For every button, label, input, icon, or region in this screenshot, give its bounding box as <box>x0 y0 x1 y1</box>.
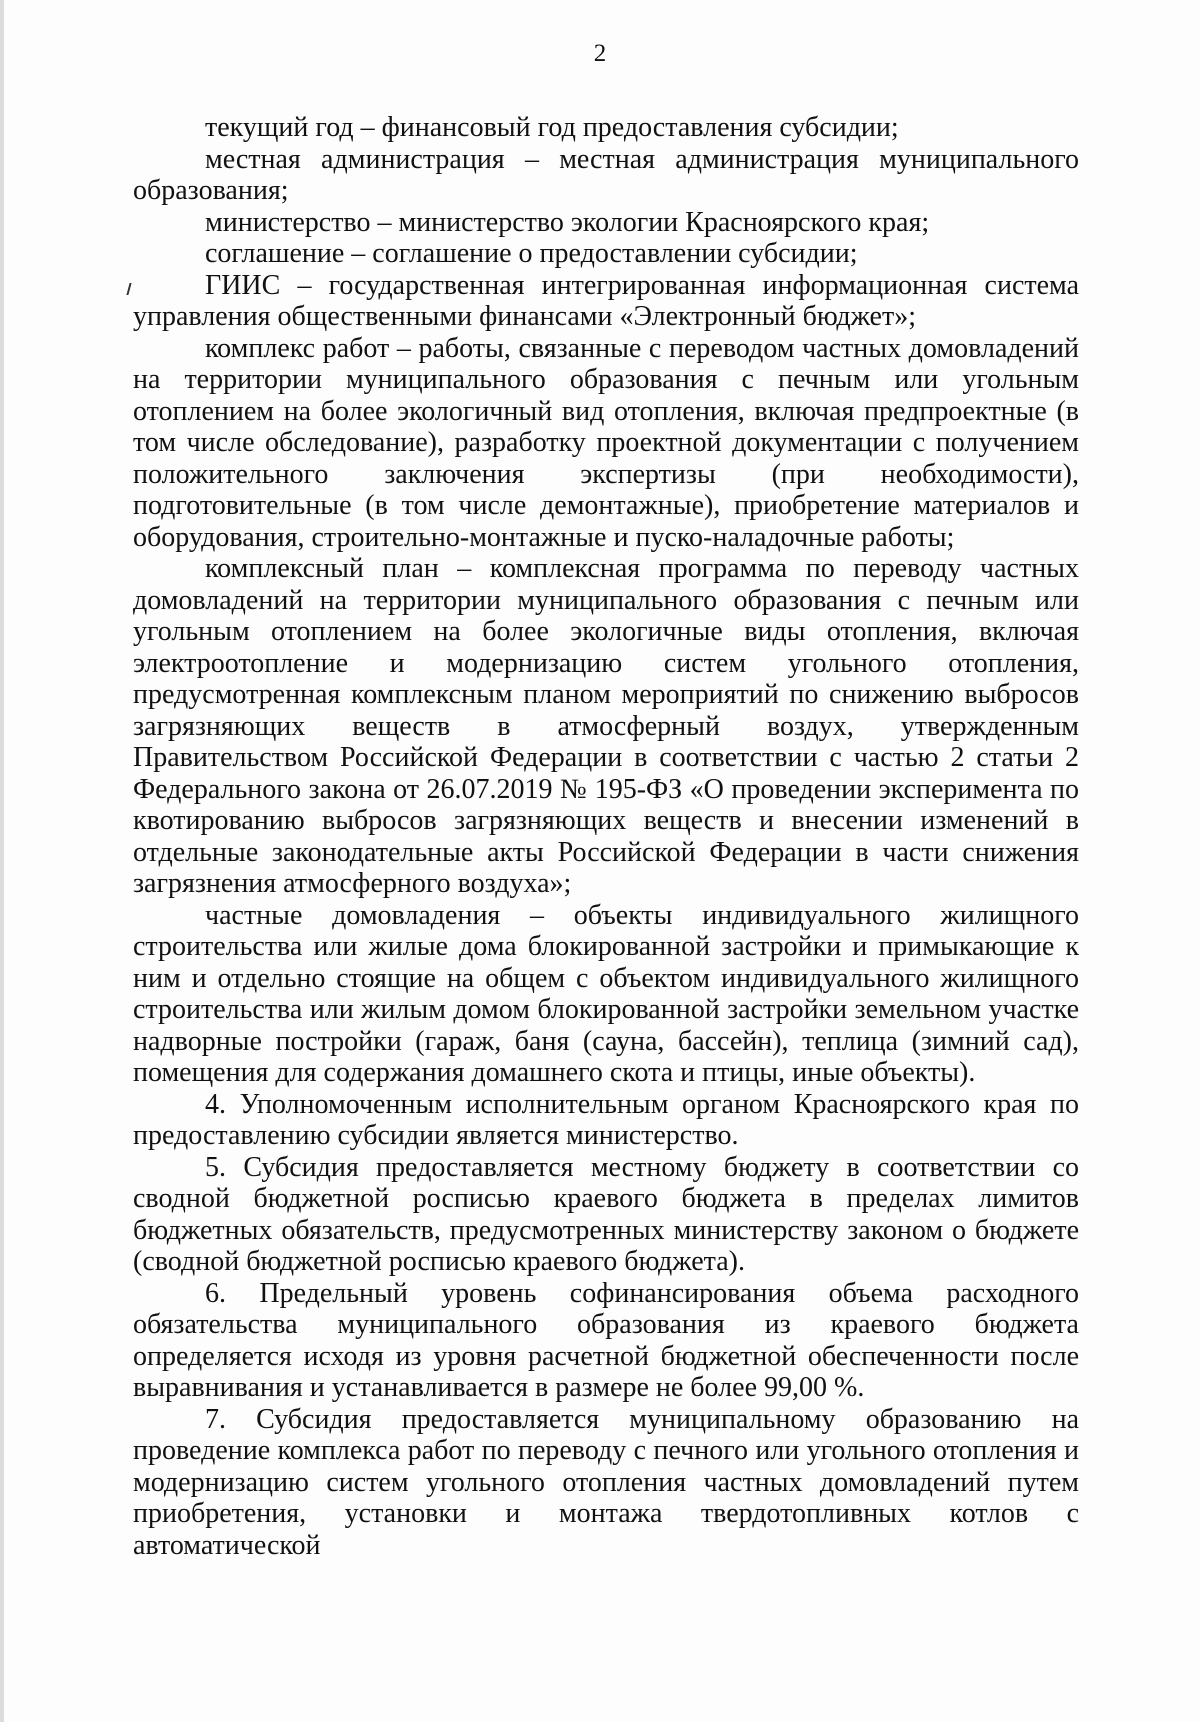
paragraph-giis: ГИИС – государственная интегрированная информационная система управления общественными финансами «Электронный бюджет»; <box>133 269 1079 332</box>
paragraph-complex-plan: комплексный план – комплексная программа по переводу частных домовладений на территории муниципального образования с печным или угольным отоплением на более экологичные виды отопления, включая электроотопление и модернизацию систем угольного отопления, предусмотренная комплексным планом мероприятий по снижению выбросов загрязняющих веществ в атмосферный воздух, утвержденным Правительством Российской Федерации в соответствии с частью 2 статьи 2 Федерального закона от 26.07.2019 № 195-ФЗ «О проведении эксперимента по квотированию выбросов загрязняющих веществ и внесении изменений в отдельные законодательные акты Российской Федерации в части снижения загрязнения атмосферного воздуха»; <box>133 553 1079 899</box>
paragraph-clause-7: 7. Субсидия предоставляется муниципальному образованию на проведение комплекса работ по переводу с печного или угольного отопления и модернизацию систем угольного отопления частных домовладений путем приобретения, установки и монтажа твердотопливных котлов с автоматической <box>133 1403 1079 1561</box>
scan-edge <box>0 0 4 1722</box>
paragraph-agreement: соглашение – соглашение о предоставлении субсидии; <box>205 238 858 269</box>
paragraph-current-year: текущий год – финансовый год предоставления субсидии; <box>205 112 899 143</box>
paragraph-clause-5: 5. Субсидия предоставляется местному бюджету в соответствии со сводной бюджетной росписью краевого бюджета в пределах лимитов бюджетных обязательств, предусмотренных министерству законом о бюджете (сводной бюджетной росписью краевого бюджета). <box>133 1151 1079 1277</box>
paragraph-clause-4: 4. Уполномоченным исполнительным органом Красноярского края по предоставлению субсидии является министерство. <box>133 1088 1079 1151</box>
paragraph-works-complex: комплекс работ – работы, связанные с переводом частных домовладений на территории муниципального образования с печным или угольным отоплением на более экологичный вид отопления, включая предпроектные (в том числе обследование), разработку проектной документации с получением положительного заключения экспертизы (при необходимости), подготовительные (в том числе демонтажные), приобретение материалов и оборудования, строительно-монтажные и пуско-наладочные работы; <box>133 332 1079 553</box>
document-body <box>133 112 1079 1561</box>
paragraph-clause-6: 6. Предельный уровень софинансирования объема расходного обязательства муниципального образования из краевого бюджета определяется исходя из уровня расчетной бюджетной обеспеченности после выравнивания и устанавливается в размере не более 99,00 %. <box>133 1277 1079 1403</box>
paragraph-local-administration: местная администрация – местная администрация муниципального образования; <box>133 143 1079 206</box>
paragraph-ministry: министерство – министерство экологии Красноярского края; <box>205 206 930 238</box>
paragraph-private-households: частные домовладения – объекты индивидуального жилищного строительства или жилые дома блокированной застройки и примыкающие к ним и отдельно стоящие на общем с объектом индивидуального жилищного строительства или жилым домом блокированной застройки земельном участке надворные постройки (гараж, баня (сауна, бассейн), теплица (зимний сад), помещения для содержания домашнего скота и птицы, иные объекты). <box>133 899 1079 1088</box>
page-number: 2 <box>593 40 607 67</box>
stray-mark <box>126 283 131 295</box>
